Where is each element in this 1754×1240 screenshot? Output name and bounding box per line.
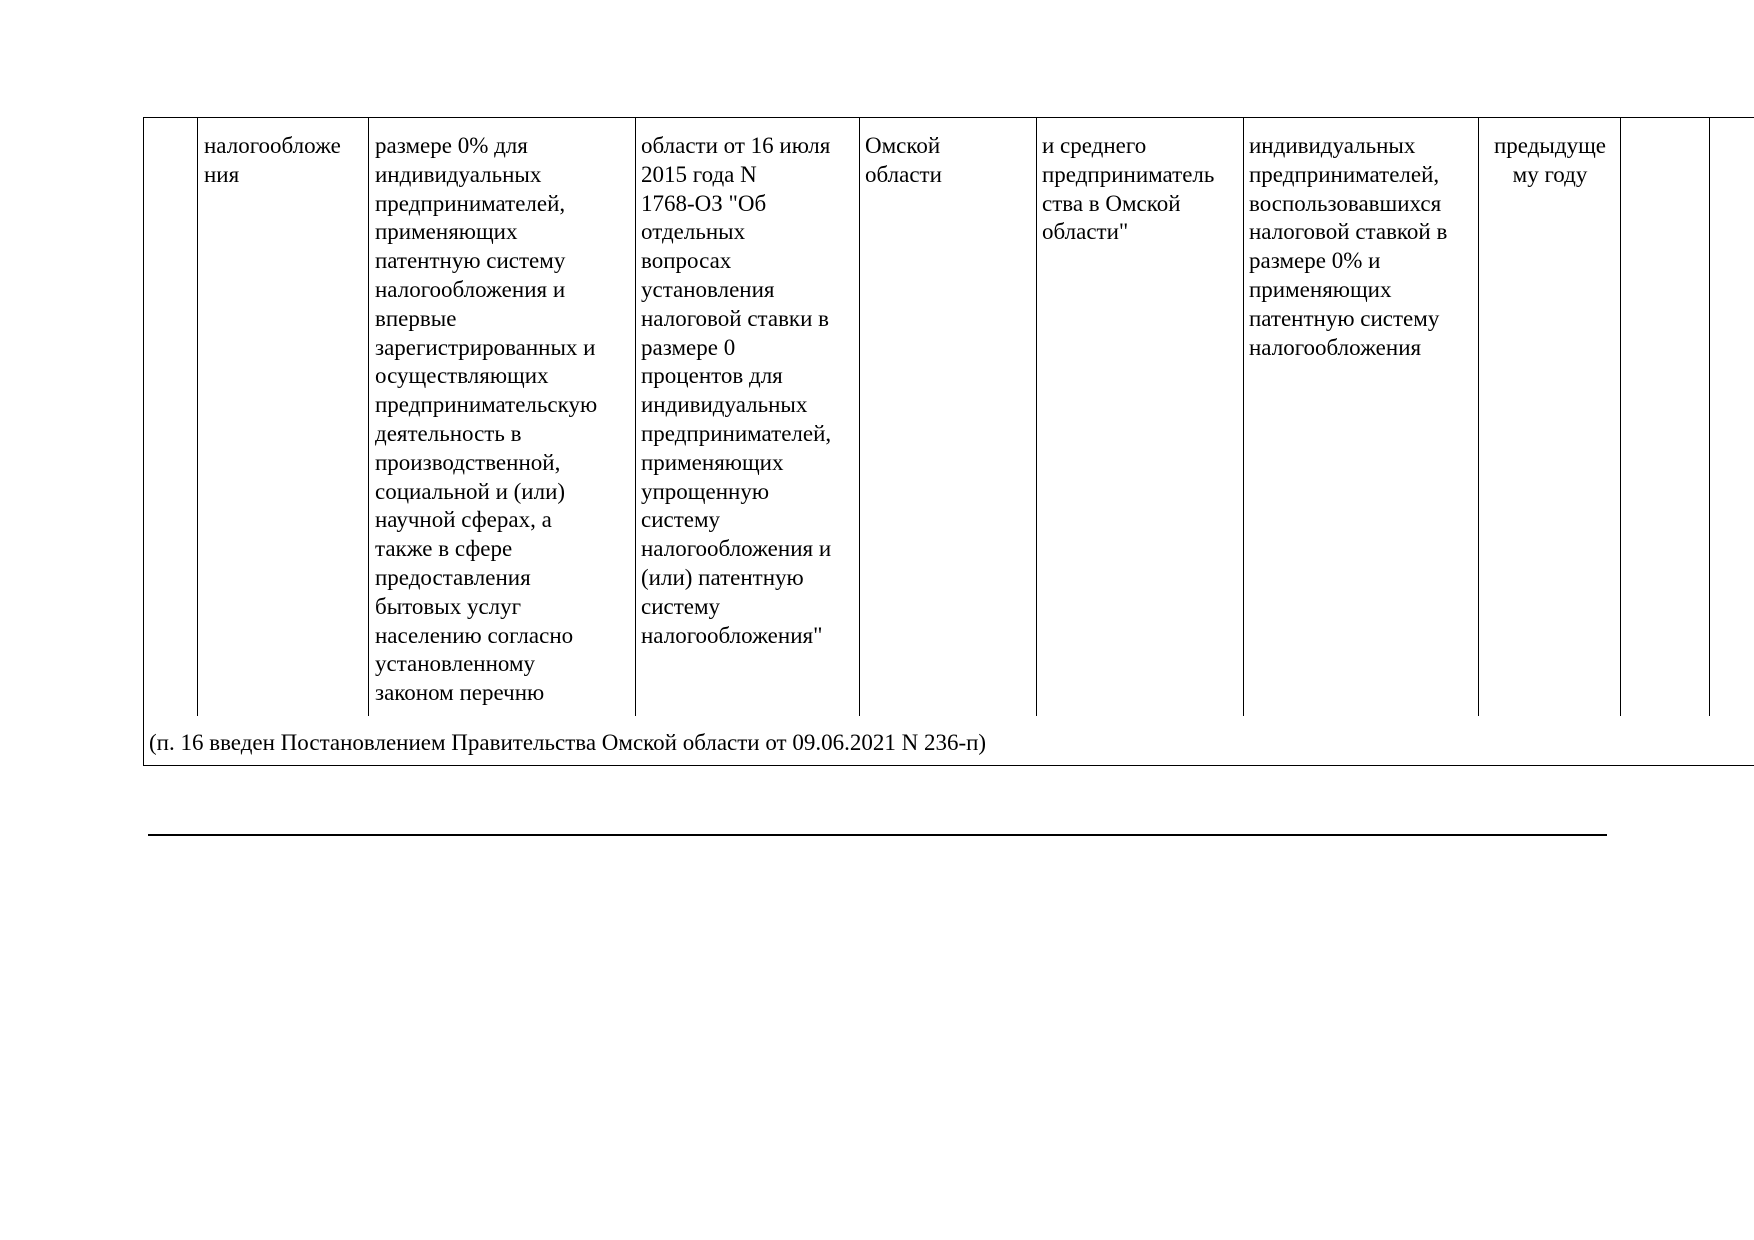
table-cell-region: Омской области — [865, 133, 942, 187]
amendment-note: (п. 16 введен Постановлением Правительства Омской области от 09.06.2021 N 236-п) — [149, 730, 987, 755]
column-divider — [368, 118, 369, 716]
footnote-separator-line — [148, 834, 1607, 836]
column-divider — [1709, 118, 1710, 716]
table-cell-legal-basis: области от 16 июля 2015 года N 1768-ОЗ "Об отдельных вопросах установления налоговой ставки в размере 0 процентов для индивидуальных предпринимателей, применяющих упрощенную систему налогообложения и (или) патентную систему налогообложения" — [641, 133, 832, 648]
table-cell-target-group: индивидуальных предпринимателей, воспользовавшихся налоговой ставкой в размере 0% и применяющих патентную систему налогообложения — [1249, 133, 1448, 360]
column-divider — [197, 118, 198, 716]
table-cell-benefit-description: размере 0% для индивидуальных предпринимателей, применяющих патентную систему налогообложения и впервые зарегистрированных и осуществляющих предпринимательскую деятельность в производственной, социальной и (или) научной сферах, а также в сфере предоставления бытовых услуг населению согласно установленному законом перечню — [375, 133, 598, 706]
column-divider — [1036, 118, 1037, 716]
column-divider — [1478, 118, 1479, 716]
column-divider — [1620, 118, 1621, 716]
column-divider — [859, 118, 860, 716]
table-cell-tax-type: налогообложе ния — [204, 133, 341, 187]
column-divider — [1243, 118, 1244, 716]
column-divider — [635, 118, 636, 716]
table-cell-program: и среднего предприниматель ства в Омской области" — [1042, 133, 1215, 245]
table-cell-period: предыдуще му году — [1494, 133, 1606, 187]
document-table — [143, 117, 1754, 766]
